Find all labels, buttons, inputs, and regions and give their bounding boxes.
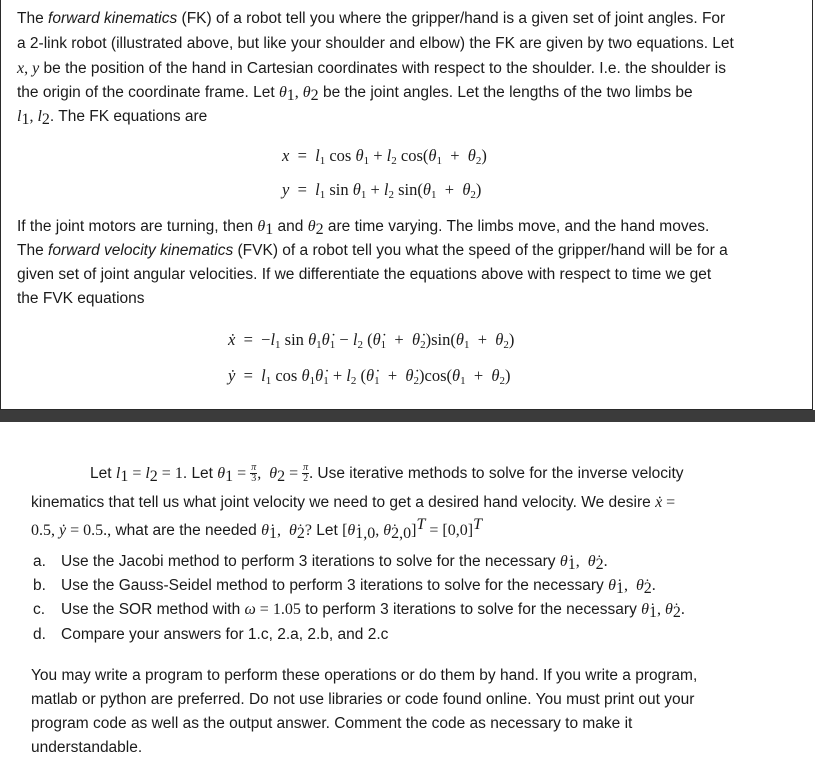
fvk-equation-xdot: ẋ = $-l_1$ $\sin \theta_1\thetȧ_1 - l_2$ ($\thetȧ_1$ + $\thetȧ_2)\sin(\theta_1 + \theta_2)$ <box>228 330 515 351</box>
fvk-equation-ydot: ẏ = $l_1$ $\cos \theta_1\thetȧ_1 + l_2$ ($\thetȧ_1$ + $\thetȧ_2)\cos(\theta_1 + \theta_2)$ <box>228 366 511 387</box>
para1-line1: The forward kinematics (FK) of a robot tell you where the gripper/hand is a given set of joint angles. For <box>17 10 726 27</box>
para2-line3: given set of joint angular velocities. If we differentiate the equations above with respect to time we get <box>17 266 712 283</box>
para1-line4: the origin of the coordinate frame. Let $\theta_1$, $\theta_2$ be the joint angles. Let the lengths of the two limbs be <box>17 84 693 104</box>
para2-line4: the FVK equations <box>17 290 145 307</box>
intro-line2: kinematics that tell us what joint velocity we need to get a desired hand velocity. We desire ẋ = <box>31 494 676 511</box>
closing-line1: You may write a program to perform these operations or do them by hand. If you write a program, <box>31 667 698 684</box>
closing-line4: understandable. <box>31 739 143 756</box>
para1-line5: $l_1$, $l_2$. The FK equations are <box>17 108 208 128</box>
para1-line2: a 2-link robot (illustrated above, but like your shoulder and elbow) the FK are given by two equations. Let <box>17 35 734 52</box>
question-d: d. Compare your answers for 1.c, 2.a, 2.b, and 2.c <box>33 626 389 643</box>
question-a: a. Use the Jacobi method to perform 3 iterations to solve for the necessary $\thetȧ_1$, $\thetȧ_2$. <box>33 553 608 573</box>
section-divider <box>0 410 815 422</box>
closing-line2: matlab or python are preferred. Do not use libraries or code found online. You must print out your <box>31 691 695 708</box>
intro-line1: Let $l_1 = l_2 = 1$. Let $\theta_1$ = $\frac{\pi}{3}$ , $\theta_2$ = $\frac{\pi}{2}$ . Use iterative methods to solve for the inverse velocity <box>90 462 684 485</box>
question-c: c. Use the SOR method with ω = 1.05 to perform 3 iterations to solve for the necessary $\thetȧ_1$, $\thetȧ_2$. <box>33 601 685 621</box>
para2-line2: The forward velocity kinematics (FVK) of a robot tell you what the speed of the gripper/hand will be for a <box>17 242 728 259</box>
question-b: b. Use the Gauss-Seidel method to perform 3 iterations to solve for the necessary $\thetȧ_1$, $\thetȧ_2$. <box>33 577 656 597</box>
intro-line3: 0.5, ẏ = 0.5., what are the needed $\thetȧ_1$, $\thetȧ_2$? Let [$\thetȧ_{1,0}$, $\thetȧ_{2,0}]^T = [0,0]^T$ <box>31 516 482 542</box>
closing-line3: program code as well as the output answer. Comment the code as necessary to make it <box>31 715 633 732</box>
para2-line1: If the joint motors are turning, then $\theta_1$ and $\theta_2$ are time varying. The limbs move, and the hand moves. <box>17 218 710 238</box>
fk-equation-y: $y = l_1$ $\sin \theta_1 + l_2$ $\sin(\theta_1 + \theta_2)$ <box>282 180 482 201</box>
fk-equation-x: $x = l_1$ $\cos \theta_1 + l_2$ $\cos(\theta_1 + \theta_2)$ <box>282 146 487 167</box>
para1-line3: x, y be the position of the hand in Cartesian coordinates with respect to the shoulder. I.e. the shoulder is <box>17 60 726 77</box>
